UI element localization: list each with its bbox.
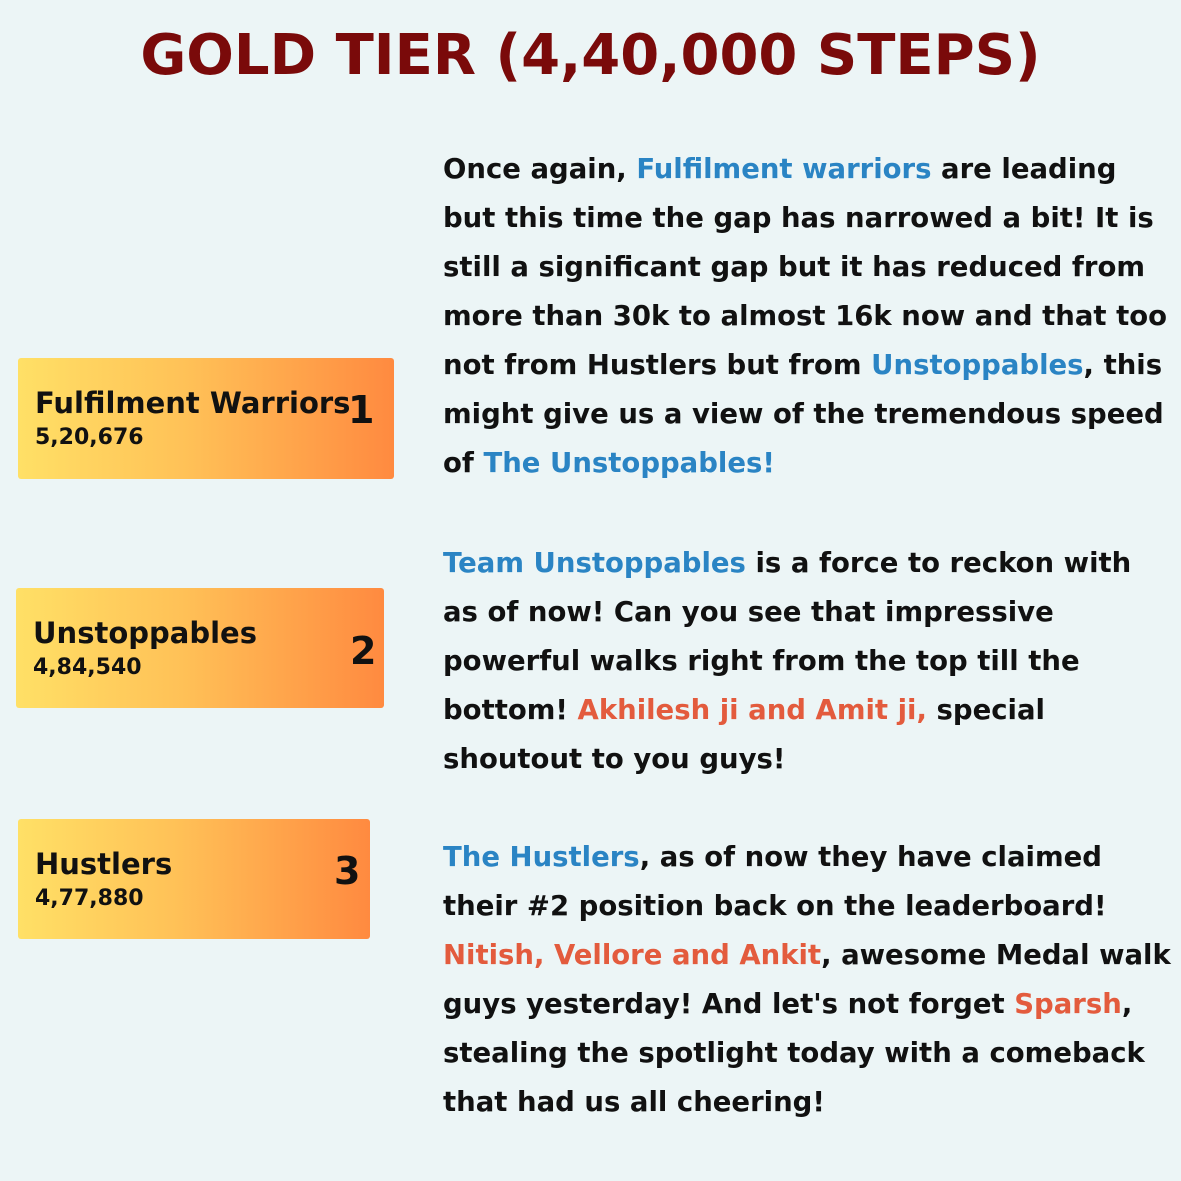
highlight-team-name: The Unstoppables! [483,447,775,479]
team-steps: 4,77,880 [35,886,144,911]
leaderboard-card-1 [18,358,394,479]
team-name: Unstoppables [33,616,257,650]
highlight-person-name: Sparsh [1014,988,1122,1020]
text-segment: , this might give us a view of the tremendous speed of [443,349,1164,479]
team-rank: 3 [334,849,361,893]
highlight-team-name: Fulfilment warriors [636,153,932,185]
team-steps: 4,84,540 [33,655,142,680]
text-segment: Once again, [443,153,637,185]
highlight-team-name: Team Unstoppables [443,547,746,579]
team-rank: 2 [350,629,377,673]
highlight-team-name: Unstoppables [871,349,1084,381]
text-segment: are leading but this time the gap has narrowed a bit! It is still a significant gap but it has reduced from more than 30k to almost 16k now and that too not from Hustlers but from [443,153,1168,381]
text-segment: special shoutout to you guys! [443,694,1045,775]
team-name: Hustlers [35,847,173,881]
commentary-paragraph-2 [443,539,1171,784]
commentary-paragraph-3 [443,833,1171,1127]
commentary-paragraph-1 [443,145,1171,488]
leaderboard-card-2 [16,588,384,708]
leaderboard-card-3 [18,819,370,939]
text-segment: is a force to reckon with as of now! Can you see that impressive powerful walks right from the top till the bottom! [443,547,1132,726]
page-title: GOLD TIER (4,40,000 STEPS) [140,23,1041,88]
text-segment: , stealing the spotlight today with a comeback that had us all cheering! [443,988,1145,1118]
highlight-team-name: The Hustlers [443,841,640,873]
team-steps: 5,20,676 [35,425,144,450]
text-segment: , as of now they have claimed their #2 position back on the leaderboard! [443,841,1107,922]
team-rank: 1 [348,388,375,432]
text-segment: , awesome Medal walk guys yesterday! And let's not forget [443,939,1171,1020]
highlight-person-names: Akhilesh ji and Amit ji, [577,694,927,726]
highlight-person-names: Nitish, Vellore and Ankit [443,939,822,971]
team-name: Fulfilment Warriors [35,386,351,420]
